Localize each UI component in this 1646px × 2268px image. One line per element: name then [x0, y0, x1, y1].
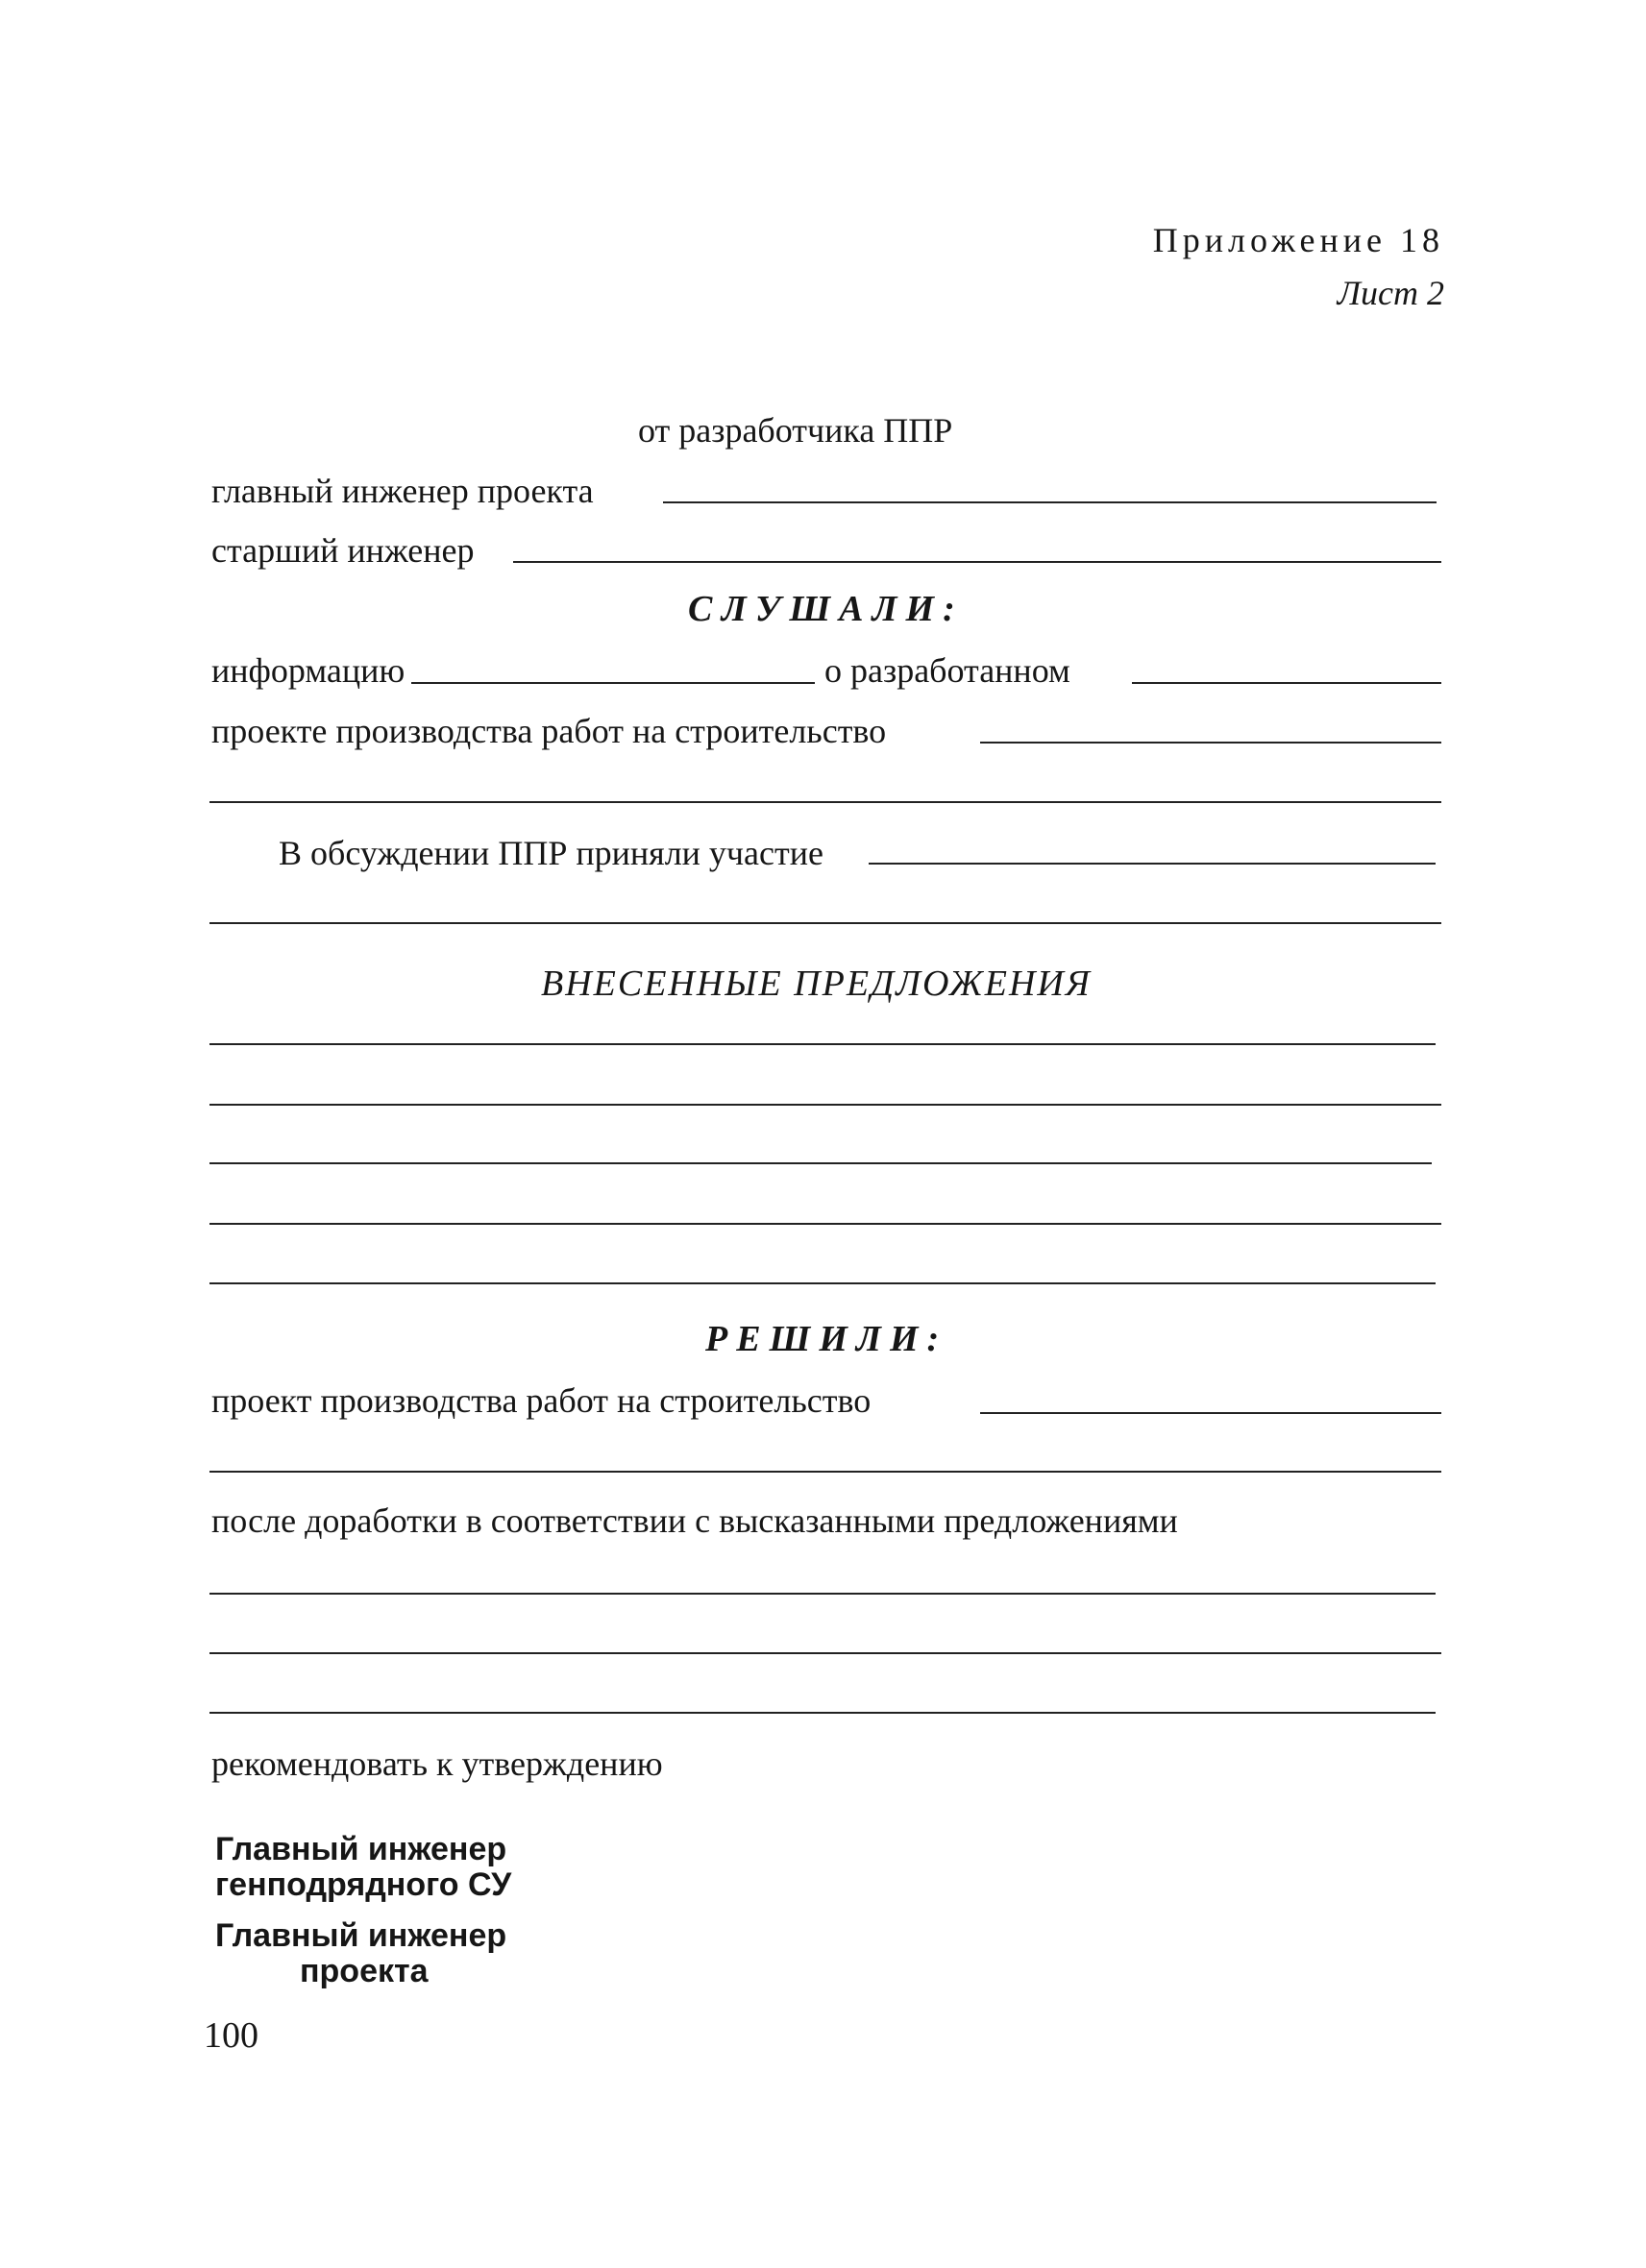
revision-line-2[interactable]	[209, 1652, 1441, 1654]
heard-heading: СЛУШАЛИ:	[688, 589, 964, 629]
participants-continuation-line[interactable]	[209, 922, 1441, 924]
project-engineer-title-2: проекта	[300, 1953, 429, 1989]
project-engineer-title-1: Главный инженер	[215, 1917, 507, 1954]
project-line-label: проекте производства работ на строительство	[211, 712, 887, 750]
participants-line[interactable]	[869, 863, 1436, 865]
chief-engineer-line[interactable]	[663, 501, 1437, 503]
gen-contractor-engineer-title-2: генподрядного СУ	[215, 1866, 512, 1903]
decided-project-continuation-line[interactable]	[209, 1471, 1441, 1473]
participants-label: В обсуждении ППР приняли участие	[279, 834, 823, 872]
page-number: 100	[204, 2015, 258, 2056]
info-label: информацию	[211, 651, 405, 690]
proposal-line-3[interactable]	[209, 1162, 1432, 1164]
proposals-heading: ВНЕСЕННЫЕ ПРЕДЛОЖЕНИЯ	[541, 963, 1092, 1004]
project-line-field[interactable]	[980, 742, 1441, 744]
appendix-label: Приложение 18	[1152, 221, 1444, 259]
proposal-line-1[interactable]	[209, 1043, 1436, 1045]
chief-engineer-label: главный инженер проекта	[211, 472, 594, 510]
proposal-line-4[interactable]	[209, 1223, 1441, 1225]
recommend-label: рекомендовать к утверждению	[211, 1744, 663, 1783]
decided-project-line[interactable]	[980, 1412, 1441, 1414]
senior-engineer-label: старший инженер	[211, 531, 475, 570]
proposal-line-5[interactable]	[209, 1282, 1436, 1284]
info-line[interactable]	[411, 682, 815, 684]
after-revision-label: после доработки в соответствии с высказанными предложениями	[211, 1501, 1178, 1540]
project-continuation-line[interactable]	[209, 801, 1441, 803]
about-label: о разработанном	[824, 651, 1070, 690]
decided-project-label: проект производства работ на строительство	[211, 1381, 872, 1420]
about-line[interactable]	[1132, 682, 1441, 684]
revision-line-3[interactable]	[209, 1712, 1436, 1714]
revision-line-1[interactable]	[209, 1593, 1436, 1595]
proposal-line-2[interactable]	[209, 1104, 1441, 1106]
gen-contractor-engineer-title-1: Главный инженер	[215, 1831, 507, 1867]
developer-heading: от разработчика ППР	[638, 411, 953, 450]
senior-engineer-line[interactable]	[513, 561, 1441, 563]
decided-heading: РЕШИЛИ:	[705, 1319, 948, 1359]
sheet-label: Лист 2	[1337, 274, 1444, 312]
